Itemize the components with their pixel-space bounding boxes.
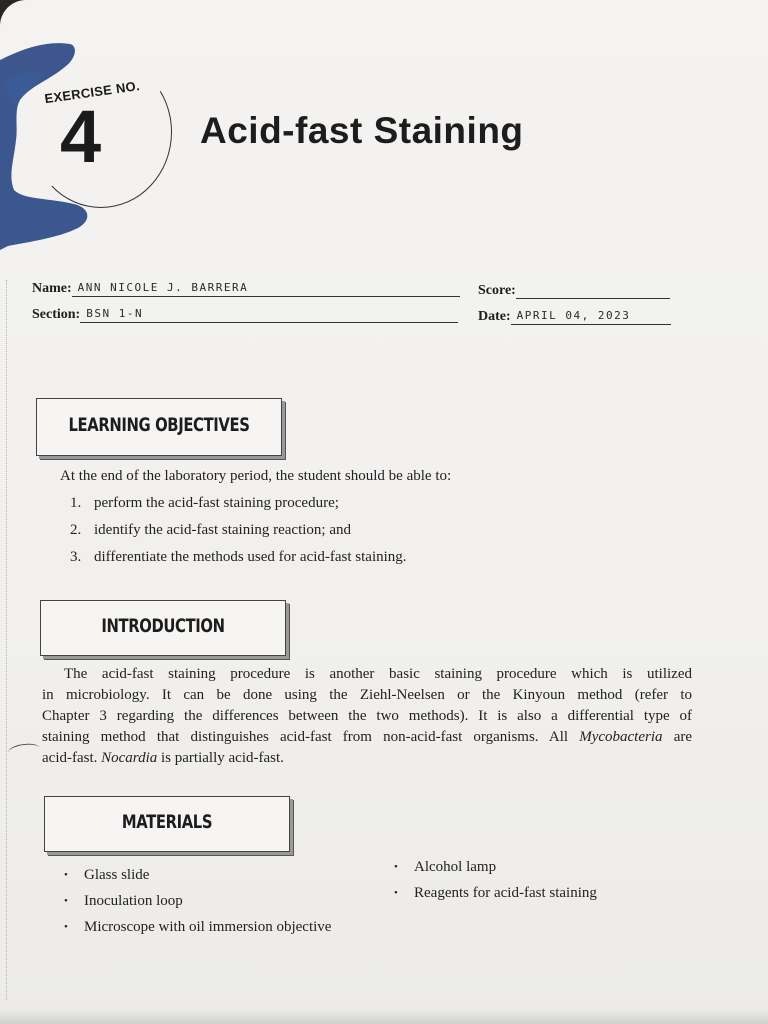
intro-line: in microbiology. It can be done using the Ziehl-Neelsen or the Kinyoun method (refer to [42,687,692,703]
objectives-list [70,490,407,571]
page-shadow [0,1010,768,1024]
date-label: Date: [478,309,511,324]
intro-line: The acid-fast staining procedure is another basic staining procedure which is utilized [64,666,692,682]
score-field [478,280,670,299]
learning-objectives-heading: LEARNING OBJECTIVES [68,414,250,436]
date-field [478,306,671,325]
binding-dots [6,280,9,1000]
name-value: ANN NICOLE J. BARRERA [77,281,249,294]
list-item: • Glass slide [64,862,331,888]
learning-objectives-box [36,398,282,456]
page-title: Acid-fast Staining [200,110,524,151]
exercise-number: 4 [60,95,102,178]
section-value: BSN 1-N [86,307,144,320]
score-line[interactable] [516,280,670,299]
list-item: 1. perform the acid-fast staining procedure; [70,495,339,511]
score-label: Score: [478,283,516,298]
exercise-label: EXERCISE NO. [39,73,168,108]
objectives-intro: At the end of the laboratory period, the student should be able to: [60,468,452,484]
introduction-box [40,600,286,656]
intro-line: Chapter 3 regarding the differences between the two methods). It is also a differential type of [42,708,692,724]
list-item: • Reagents for acid-fast staining [394,880,597,906]
section-line[interactable] [80,304,458,323]
name-field [32,278,460,297]
list-item: 2. identify the acid-fast staining reaction; and [70,522,351,538]
materials-list-right [394,854,597,906]
list-item: • Microscope with oil immersion objective [64,914,331,940]
list-item: 3. differentiate the methods used for acid-fast staining. [70,549,407,565]
introduction-heading: INTRODUCTION [101,615,225,637]
list-item: • Alcohol lamp [394,854,597,880]
section-field [32,304,458,323]
pen-mark [7,742,40,759]
intro-line: staining method that distinguishes acid-fast from non-acid-fast organisms. All Mycobacteria are [42,729,693,745]
materials-box [44,796,290,852]
section-label: Section: [32,307,81,322]
name-label: Name: [32,281,72,296]
materials-list-left [64,862,331,940]
date-value: APRIL 04, 2023 [516,309,631,322]
introduction-paragraph [42,664,692,769]
intro-line: acid-fast. Nocardia is partially acid-fast. [42,750,284,766]
date-line[interactable] [511,306,671,325]
name-line[interactable] [72,278,460,297]
list-item: • Inoculation loop [64,888,331,914]
materials-heading: MATERIALS [121,811,213,833]
